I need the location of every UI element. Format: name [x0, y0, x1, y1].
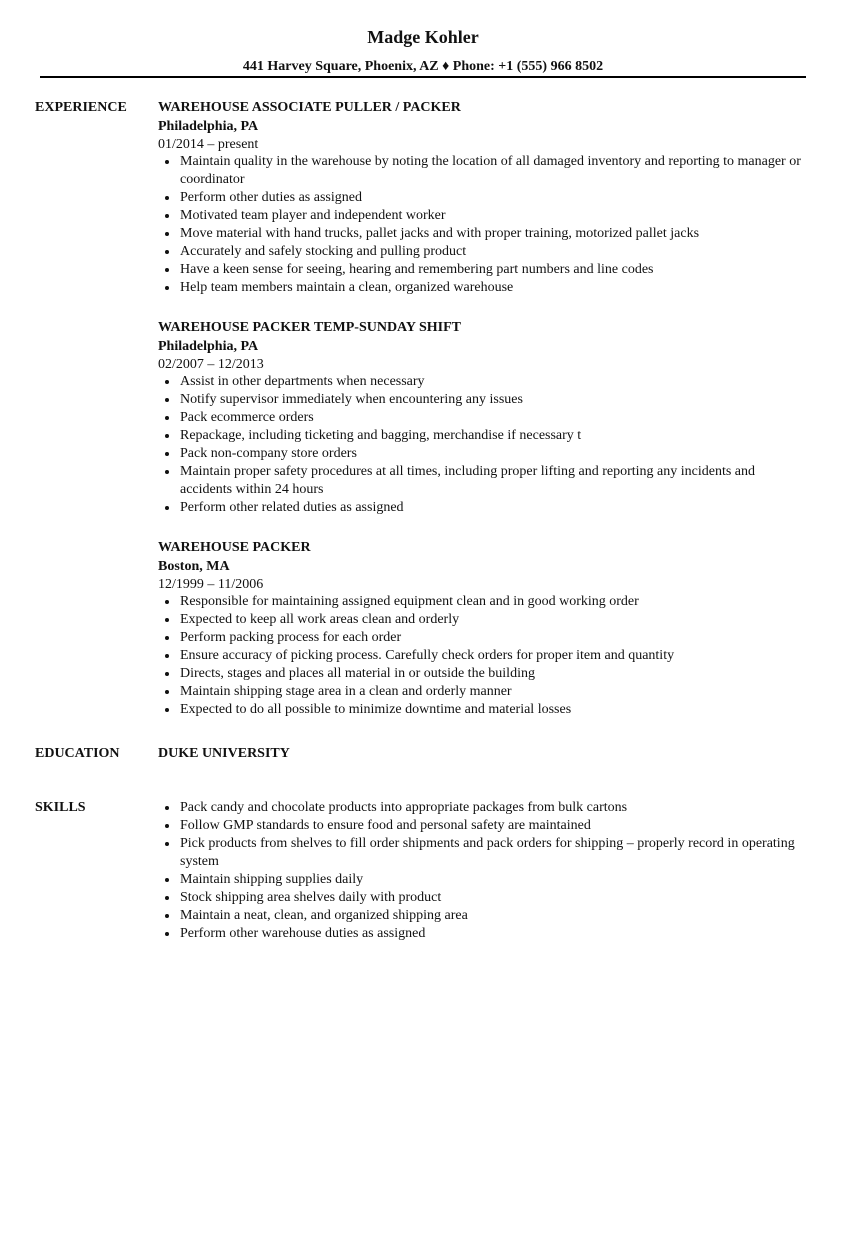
- skill-item: Follow GMP standards to ensure food and personal safety are maintained: [158, 817, 808, 835]
- bullet-item: Perform other related duties as assigned: [158, 499, 808, 517]
- skill-item: Maintain a neat, clean, and organized shipping area: [158, 907, 808, 925]
- skills-body: [158, 799, 808, 943]
- bullet-item: Have a keen sense for seeing, hearing and remembering part numbers and line codes: [158, 261, 808, 279]
- skill-item: Stock shipping area shelves daily with product: [158, 889, 808, 907]
- bullet-item: Help team members maintain a clean, organized warehouse: [158, 279, 808, 297]
- contact-line: 441 Harvey Square, Phoenix, AZ ♦ Phone: +1 (555) 966 8502: [242, 59, 604, 74]
- job-title: WAREHOUSE ASSOCIATE PULLER / PACKER: [158, 100, 461, 115]
- job-location: Philadelphia, PA: [158, 119, 259, 134]
- job-bullets: [158, 373, 808, 517]
- bullet-item: Perform packing process for each order: [158, 629, 808, 647]
- bullet-item: Assist in other departments when necessary: [158, 373, 808, 391]
- education-body: [158, 745, 808, 763]
- skill-item: Maintain shipping supplies daily: [158, 871, 808, 889]
- job-dates: 02/2007 – 12/2013: [158, 357, 264, 372]
- bullet-item: Maintain shipping stage area in a clean and orderly manner: [158, 683, 808, 701]
- experience-body: [158, 99, 808, 741]
- bullet-item: Expected to keep all work areas clean and orderly: [158, 611, 808, 629]
- section-label-experience: EXPERIENCE: [35, 100, 127, 115]
- bullet-item: Move material with hand trucks, pallet jacks and with proper training, motorized pallet jacks: [158, 225, 808, 243]
- bullet-item: Maintain proper safety procedures at all times, including proper lifting and reporting any incidents and accidents within 24 hours: [158, 463, 808, 499]
- skills-list: [158, 799, 808, 943]
- bullet-item: Pack ecommerce orders: [158, 409, 808, 427]
- job-dates: 01/2014 – present: [158, 137, 259, 152]
- section-label-skills: SKILLS: [35, 800, 86, 815]
- job-title: WAREHOUSE PACKER TEMP-SUNDAY SHIFT: [158, 320, 461, 335]
- bullet-item: Expected to do all possible to minimize downtime and material losses: [158, 701, 808, 719]
- section-label-education: EDUCATION: [35, 746, 120, 761]
- job-bullets: [158, 593, 808, 719]
- bullet-item: Perform other duties as assigned: [158, 189, 808, 207]
- skill-item: Pick products from shelves to fill order shipments and pack orders for shipping – properly record in operating system: [158, 835, 808, 871]
- school-name: DUKE UNIVERSITY: [158, 746, 290, 761]
- bullet-item: Accurately and safely stocking and pulling product: [158, 243, 808, 261]
- job-location: Boston, MA: [158, 559, 230, 574]
- bullet-item: Maintain quality in the warehouse by noting the location of all damaged inventory and reporting to manager or coordinator: [158, 153, 808, 189]
- candidate-name: Madge Kohler: [367, 27, 479, 47]
- bullet-item: Responsible for maintaining assigned equipment clean and in good working order: [158, 593, 808, 611]
- bullet-item: Pack non-company store orders: [158, 445, 808, 463]
- job-bullets: [158, 153, 808, 297]
- bullet-item: Ensure accuracy of picking process. Carefully check orders for proper item and quantity: [158, 647, 808, 665]
- job-title: WAREHOUSE PACKER: [158, 540, 311, 555]
- bullet-item: Motivated team player and independent worker: [158, 207, 808, 225]
- job-dates: 12/1999 – 11/2006: [158, 577, 264, 592]
- job-location: Philadelphia, PA: [158, 339, 259, 354]
- skill-item: Perform other warehouse duties as assigned: [158, 925, 808, 943]
- bullet-item: Directs, stages and places all material in or outside the building: [158, 665, 808, 683]
- job-entry: [158, 539, 808, 719]
- header-divider: [40, 76, 806, 78]
- job-entry: [158, 319, 808, 517]
- bullet-item: Repackage, including ticketing and bagging, merchandise if necessary t: [158, 427, 808, 445]
- bullet-item: Notify supervisor immediately when encountering any issues: [158, 391, 808, 409]
- skill-item: Pack candy and chocolate products into appropriate packages from bulk cartons: [158, 799, 808, 817]
- job-entry: [158, 99, 808, 297]
